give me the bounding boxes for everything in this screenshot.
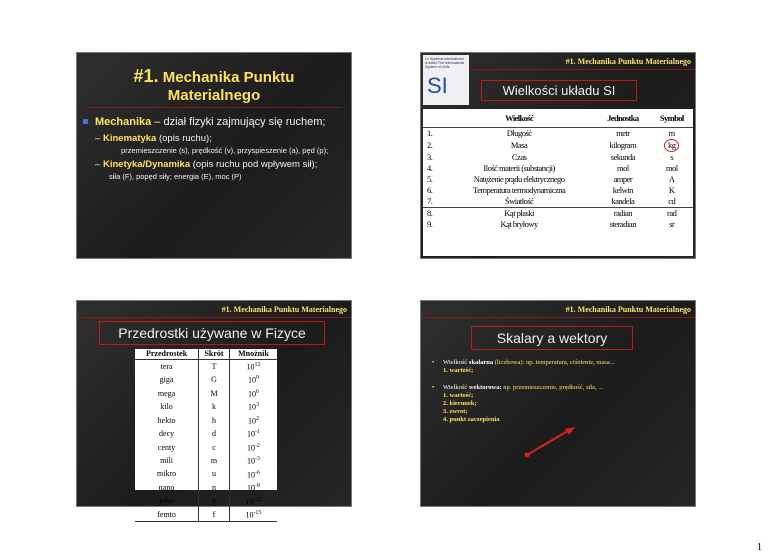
table-row: hekto h $10^2$ <box>157 415 259 426</box>
arrowhead-icon <box>565 427 575 435</box>
col-header-symbol: Symbol <box>659 113 684 123</box>
term-dynamika: Kinetyka/Dynamika <box>103 159 191 170</box>
bullet-vector: • Wielkość wektorowa: np. przemieszczenie, prędkość, siła, ... <box>432 384 604 391</box>
slide-header: #1. Mechanika Punktu Materialnego <box>565 305 691 314</box>
bullet-dynamika: – Kinetyka/Dynamika (opis ruchu pod wpływem sił); <box>95 159 318 170</box>
si-logo-caption: Le Système international d'unités The International System of Units <box>425 57 465 69</box>
slide-header: #1. Mechanika Punktu Materialnego <box>221 305 347 314</box>
table-row: mega M $10^6$ <box>157 388 259 399</box>
table-row: 5. Natężenie prądu elektrycznego amper A <box>427 174 675 184</box>
bullet-text: (opis ruchu); <box>156 133 212 144</box>
table-row: 3. Czas sekunda s <box>427 152 674 162</box>
col-header-jednostka: Jednostka <box>607 113 639 123</box>
table-row: centy c $10^{-2}$ <box>157 442 260 453</box>
table-row: 7. Światłość kandela cd <box>427 196 676 206</box>
table-row: 1. Długość metr m <box>423 128 693 140</box>
scalar-examples: (liczbowa): np. temperatura, ciśnienie, masa... <box>493 359 615 366</box>
table-row: 4. Ilość materii (substancji) mol mol <box>427 163 678 173</box>
si-logo-text: SI <box>427 73 448 98</box>
slide-scalars-vectors <box>420 300 696 507</box>
title-number: #1. <box>133 66 159 86</box>
col-header-wielkosc: Wielkość <box>505 113 534 123</box>
term-mechanika: Mechanika <box>95 116 152 128</box>
bullet-text: – dział fizyki zajmujący się ruchem; <box>151 116 326 128</box>
term-wektorowa: wektorowa: <box>468 384 502 391</box>
vector-item: 4. punkt zaczepienia <box>443 416 500 423</box>
slide-title: Skalary a wektory <box>471 326 633 350</box>
table-row: tera T $10^{12}$ <box>135 360 277 374</box>
table-row: 9. Kąt bryłowy steradian sr <box>427 219 675 229</box>
table-row: 8. Kąt płaski radian rad <box>423 208 693 220</box>
table-row: piko p $10^{-12}$ <box>159 496 262 507</box>
slide-body <box>83 115 345 181</box>
bullet-dot: • <box>432 384 435 391</box>
kinematyka-details: przemieszczenie (s), prędkość (v), przyspieszenie (a), pęd (p); <box>121 146 329 155</box>
slide-title: Przedrostki używane w Fizyce <box>99 321 325 345</box>
col-header-skrot: Skrót <box>199 349 230 360</box>
dynamika-details: siła (F), popęd siły; energia (E), moc (P) <box>109 172 242 181</box>
table-row: giga G $10^9$ <box>159 375 259 386</box>
bullet-dot: • <box>432 359 435 366</box>
title-line-1: Mechanika Punktu <box>162 69 295 86</box>
slide-title <box>77 67 351 105</box>
slide-mechanika <box>76 52 352 259</box>
anchor-point-icon <box>525 453 530 458</box>
col-header-przedrostek: Przedrostek <box>135 349 199 360</box>
page-number: 1 <box>757 542 762 553</box>
slide-si-units <box>420 52 696 259</box>
vector-item: 2. kierunek; <box>443 400 477 407</box>
square-bullet-icon <box>83 119 88 124</box>
table-row: femto f $10^{-15}$ <box>135 508 277 522</box>
bullet-mechanika <box>83 115 345 129</box>
slide-title: Wielkości układu SI <box>481 80 637 101</box>
bullet-kinematyka: – Kinematyka (opis ruchu); <box>95 133 212 144</box>
title-line-2: Materialnego <box>167 87 261 104</box>
term-kinematyka: Kinematyka <box>103 133 157 144</box>
table-row: decy d $10^{-1}$ <box>159 429 260 439</box>
vector-item: 1. wartość; <box>443 392 474 399</box>
scalar-item: 1. wartość; <box>443 367 474 374</box>
slide-header: #1. Mechanika Punktu Materialnego <box>565 57 691 66</box>
si-table <box>423 109 693 256</box>
vector-examples: np. przemieszczenie, prędkość, siła, ... <box>501 384 604 391</box>
table-row: mikro u $10^{-6}$ <box>157 469 260 480</box>
bullet-scalar: • Wielkość skalarna (liczbowa): np. temperatura, ciśnienie, masa... <box>432 359 615 366</box>
kg-highlight-circle: kg <box>664 139 680 152</box>
vector-line <box>527 429 571 455</box>
table-row: kilo k $10^3$ <box>160 402 259 413</box>
vector-arrow-diagram <box>521 423 581 463</box>
slide-prefixes <box>76 300 352 520</box>
table-row: 6. Temperatura termodynamiczna kelwin K <box>427 185 675 195</box>
slide-body <box>429 359 691 424</box>
term-skalarna: skalarna <box>468 359 494 366</box>
title-divider <box>87 107 341 108</box>
bullet-text: (opis ruchu pod wpływem sił); <box>190 159 318 170</box>
prefix-table <box>135 349 277 520</box>
vector-item: 3. zwrot; <box>443 408 468 415</box>
table-row: 2. Masa kilogram kg <box>423 139 693 152</box>
header-divider <box>421 317 695 318</box>
col-header-mnoznik: Mnożnik <box>229 349 277 360</box>
header-divider <box>77 317 351 318</box>
table-row: mili m $10^{-3}$ <box>160 456 260 466</box>
si-logo <box>423 55 469 105</box>
table-row: nano n $10^{-9}$ <box>158 482 260 493</box>
